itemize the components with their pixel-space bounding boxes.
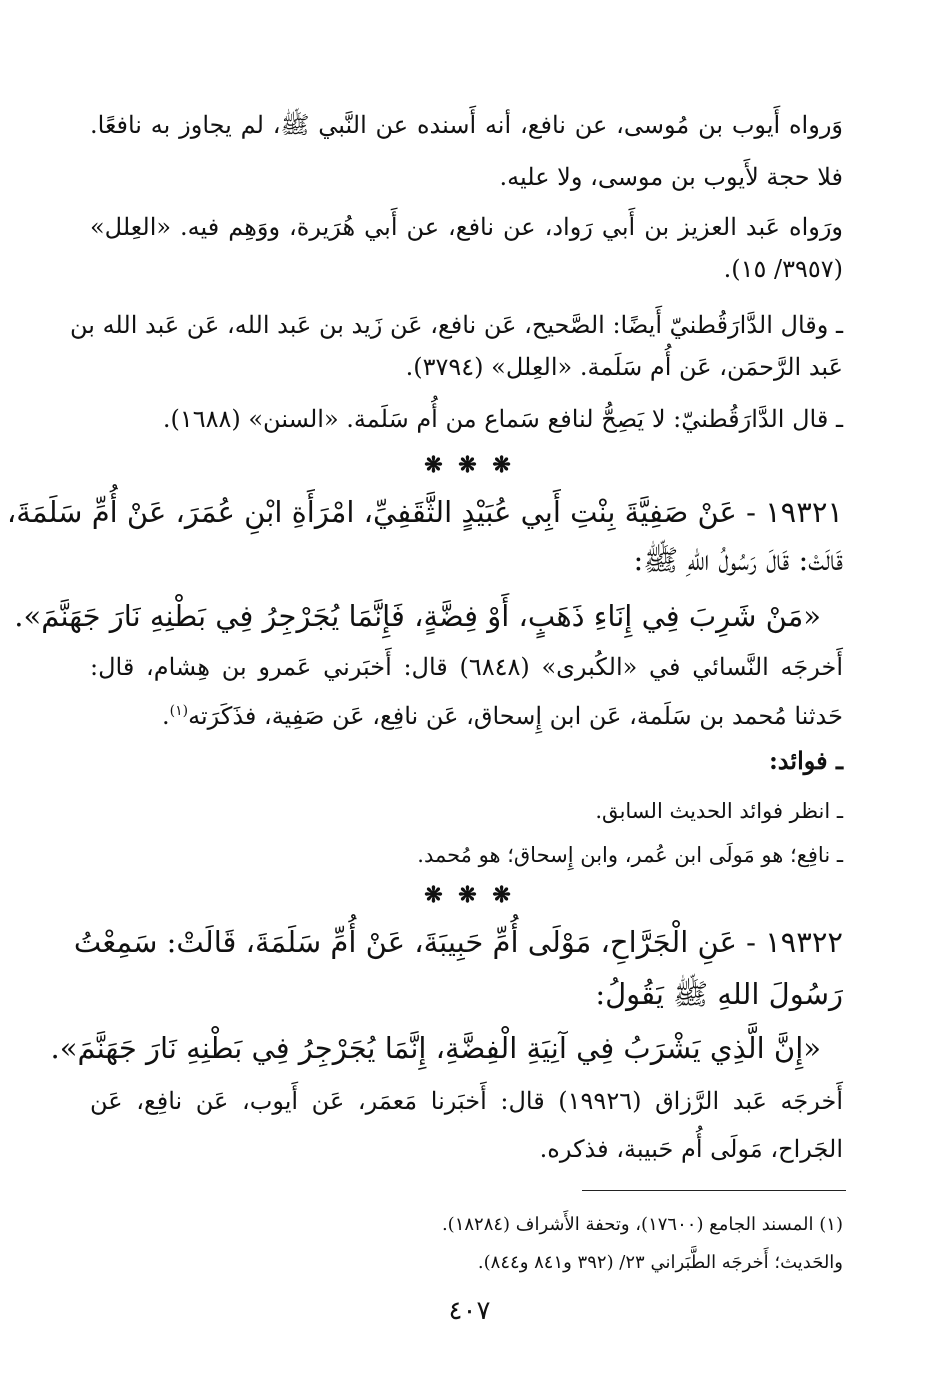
footnote: والحَديث؛ أَخرجَه الطَّبَراني ٢٣/ (٣٩٢ و٨٤١ و٨٤٤). (477, 1252, 843, 1273)
hadith-text-line: ١٩٣٢٢ - عَنِ الْجَرَّاحِ، مَوْلَى أُمِّ حَبِيبَةَ، عَنْ أُمِّ سَلَمَةَ، قَالَتْ: سَمِعْتُ (73, 925, 843, 959)
hadith-text-line: ١٩٣٢١ - عَنْ صَفِيَّةَ بِنْتِ أَبِي عُبَيْدٍ الثَّقَفِيِّ، امْرَأَةِ ابْنِ عُمَرَ، عَنْ أُمِّ سَلَمَةَ، (6, 495, 843, 529)
fawaid-item: ـ نافِع؛ هو مَولَى ابن عُمر، وابن إِسحاق؛ هو مُحمد. (417, 843, 843, 867)
text-line: (٣٩٥٧/ ١٥). (723, 255, 843, 283)
hadith-matn: «إِنَّ الَّذِي يَشْرَبُ فِي آنِيَةِ الْفِضَّةِ، إِنَّمَا يُجَرْجِرُ فِي بَطْنِهِ نَارَ جَهَنَّمَ». (50, 1031, 821, 1065)
text-line: ـ قال الدَّارَقُطنيّ: لا يَصِحُّ لنافع سَماع من أُم سَلَمة. «السنن» (١٦٨٨). (162, 405, 843, 433)
takhrij-text: حَدثنا مُحمد بن سَلَمة، عَن ابن إِسحاق، عَن نافِع، عَن صَفِية، فذَكَرَته (188, 702, 843, 730)
text-line: ـ وقال الدَّارَقُطنيّ أَيضًا: الصَّحيح، عَن نافع، عَن زَيد بن عَبد الله، عَن عَبد الله بن (69, 311, 843, 339)
takhrij-line: الجَراح، مَولَى أُم حَبيبة، فذكره. (539, 1135, 843, 1163)
text-line: فلا حجة لأَيوب بن موسى، ولا عليه. (499, 163, 843, 191)
section-separator: ❋ ❋ ❋ (424, 452, 515, 478)
footnote-marker: (١) (169, 703, 189, 719)
footnote-divider (582, 1190, 846, 1191)
takhrij-line: أَخرجَه عَبد الرَّزاق (١٩٩٢٦) قال: أَخبَرنا مَعمَر، عَن أَيوب، عَن نافِع، عَن (90, 1087, 843, 1115)
text-line: ورَواه عَبد العزيز بن أَبي رَواد، عن نافع، عن أَبي هُرَيرة، ووَهِم فيه. «العِلل» (90, 213, 844, 241)
text-line: وَرواه أَيوب بن مُوسى، عن نافع، أنه أَسنده عن النَّبي ﷺ، لم يجاوز به نافعًا. (90, 111, 843, 139)
footnote: (١) المسند الجامع (١٧٦٠٠)، وتحفة الأَشراف (١٨٢٨٤). (441, 1214, 843, 1235)
takhrij-line: أَخرجَه النَّسائي في «الكُبرى» (٦٨٤٨) قال: أَخبَرني عَمرو بن هِشام، قال: (90, 653, 843, 681)
fawaid-heading: ـ فوائد: (768, 746, 843, 775)
hadith-matn: «مَنْ شَرِبَ فِي إِنَاءِ ذَهَبٍ، أَوْ فِضَّةٍ، فَإِنَّمَا يُجَرْجِرُ فِي بَطْنِهِ نَارَ جَهَنَّمَ». (14, 599, 821, 633)
takhrij-line: حَدثنا مُحمد بن سَلَمة، عَن ابن إِسحاق، عَن نافِع، عَن صَفِية، فذَكَرَته$^{(١)}$. (162, 702, 843, 730)
text-line: عَبد الرَّحمَن، عَن أُم سَلَمة. «العِلل» (٣٧٩٤). (405, 353, 843, 381)
page-number: ٤٠٧ (448, 1296, 491, 1326)
hadith-text-line: رَسُولَ اللهِ ﷺ يَقُولُ: (595, 977, 843, 1011)
section-separator: ❋ ❋ ❋ (424, 882, 515, 908)
hadith-text-line: قَالَتْ: قَالَ رَسُولُ اللهِ ﷺ: (633, 543, 843, 577)
fawaid-item: ـ انظر فوائد الحديث السابق. (595, 799, 843, 823)
